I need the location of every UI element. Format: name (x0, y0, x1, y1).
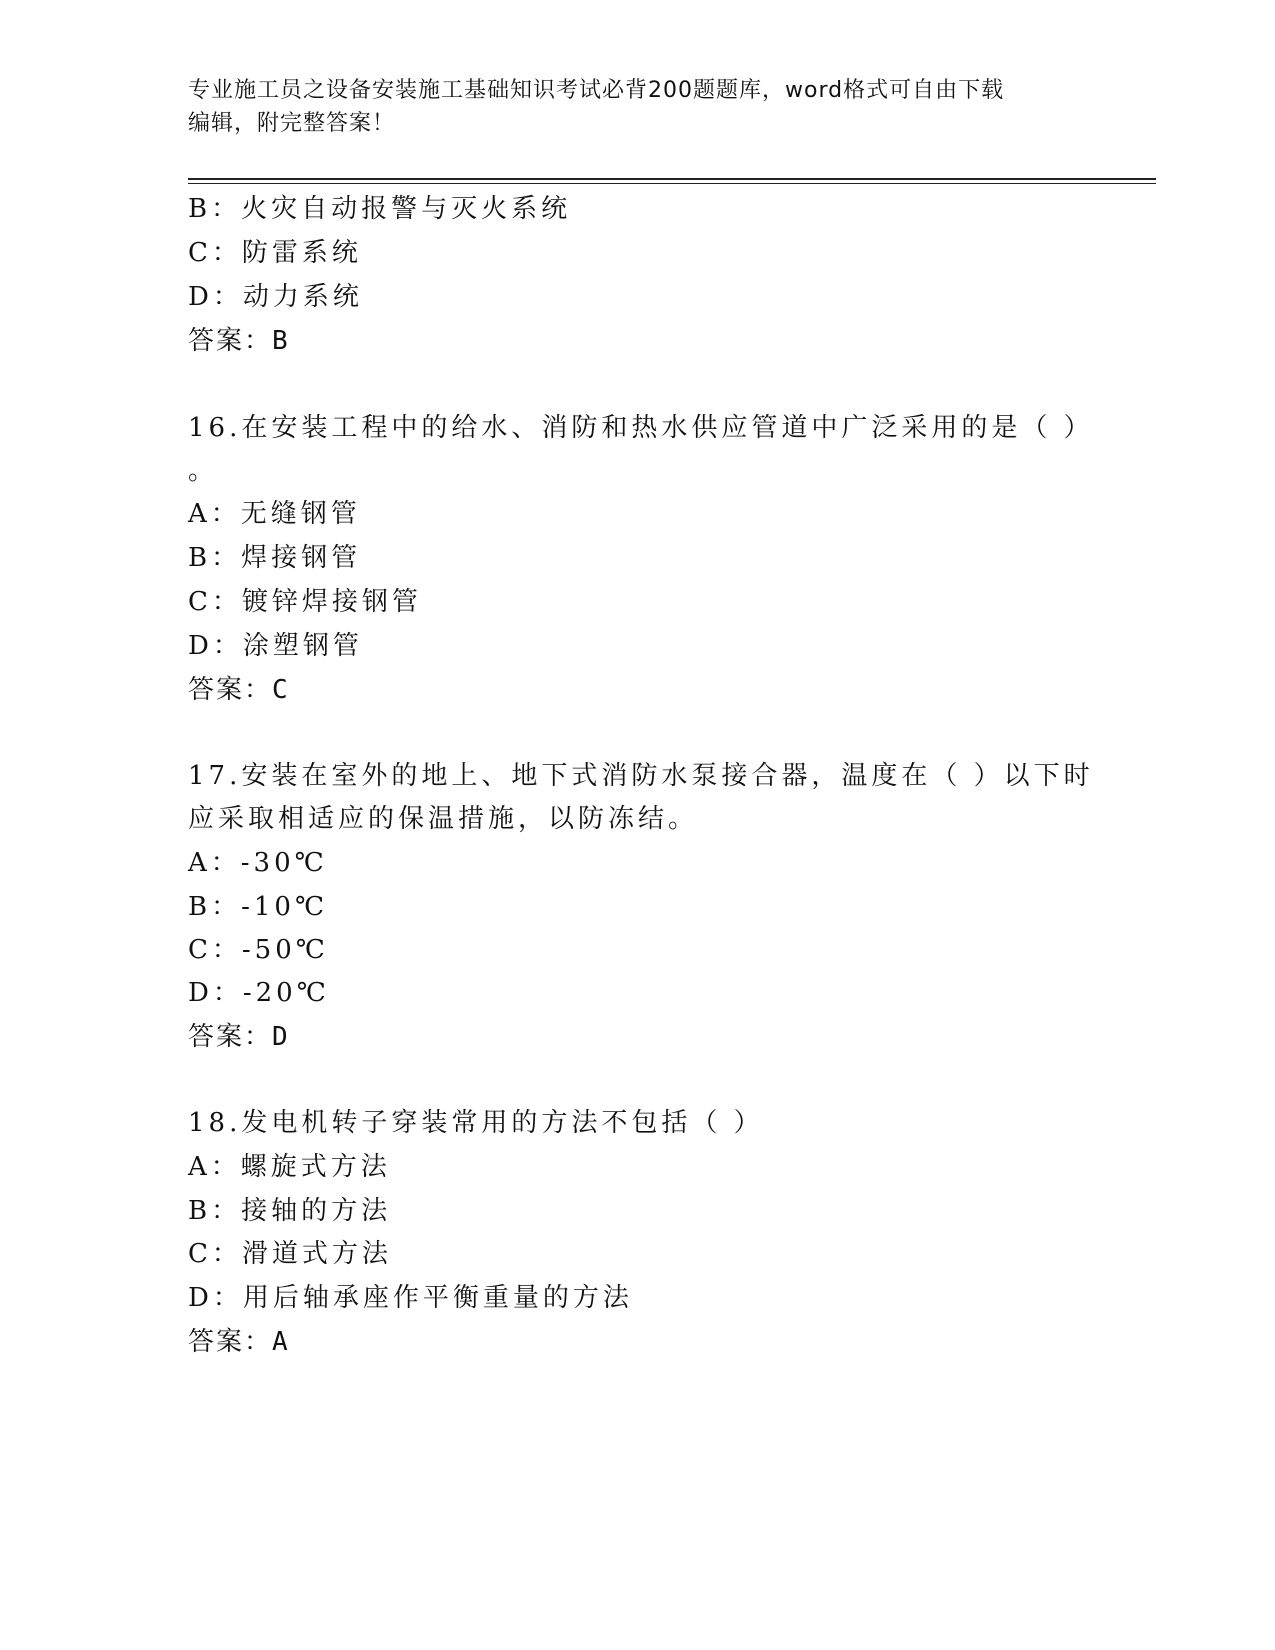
option-b: B：焊接钢管 (188, 543, 362, 573)
header-title-line-1: 专业施工员之设备安装施工基础知识考试必背200题题库，word格式可自由下载 (188, 78, 1005, 103)
answer-label: 答案： (188, 326, 273, 356)
question-16-stem (188, 407, 1094, 444)
option-d: D：涂塑钢管 (188, 631, 363, 661)
answer-value: B (272, 326, 290, 356)
option-a: A：无缝钢管 (188, 499, 361, 529)
answer-line (188, 1016, 290, 1053)
option-b: B：火灾自动报警与灭火系统 (188, 194, 572, 224)
option-d: D：动力系统 (188, 282, 363, 312)
option-c: C：-50℃ (188, 935, 329, 965)
option-d: D：用后轴承座作平衡重量的方法 (188, 1283, 633, 1313)
answer-label: 答案： (188, 675, 273, 705)
answer-label: 答案： (188, 1022, 273, 1052)
question-text: 安装在室外的地上、地下式消防水泵接合器，温度在（ ）以下时 (241, 761, 1094, 791)
answer-value: C (272, 675, 290, 705)
option-c: C：滑道式方法 (188, 1239, 392, 1269)
option-d: D：-20℃ (188, 978, 330, 1008)
question-number: 16. (188, 413, 242, 443)
question-text: 发电机转子穿装常用的方法不包括（ ） (241, 1108, 764, 1138)
answer-line (188, 1321, 290, 1358)
header-divider (188, 178, 1156, 180)
option-b: B：接轴的方法 (188, 1196, 392, 1226)
question-18-stem (188, 1102, 764, 1139)
header-divider-thin (188, 183, 1156, 184)
answer-line (188, 669, 290, 706)
answer-value: A (272, 1327, 290, 1357)
question-17-stem (188, 755, 1094, 792)
option-c: C：镀锌焊接钢管 (188, 587, 422, 617)
option-a: A：螺旋式方法 (188, 1152, 391, 1182)
answer-label: 答案： (188, 1327, 273, 1357)
option-b: B：-10℃ (188, 892, 329, 922)
answer-value: D (272, 1022, 290, 1052)
question-text: 在安装工程中的给水、消防和热水供应管道中广泛采用的是（ ） (241, 413, 1094, 443)
question-16-stem-continued: 。 (188, 456, 219, 486)
option-c: C：防雷系统 (188, 238, 362, 268)
option-a: A：-30℃ (188, 848, 328, 878)
question-number: 18. (188, 1108, 242, 1138)
document-header (188, 74, 1068, 140)
question-17-stem-continued: 应采取相适应的保温措施，以防冻结。 (188, 804, 699, 834)
header-title-line-2: 编辑，附完整答案！ (188, 111, 396, 136)
answer-line (188, 320, 290, 357)
question-number: 17. (188, 761, 242, 791)
